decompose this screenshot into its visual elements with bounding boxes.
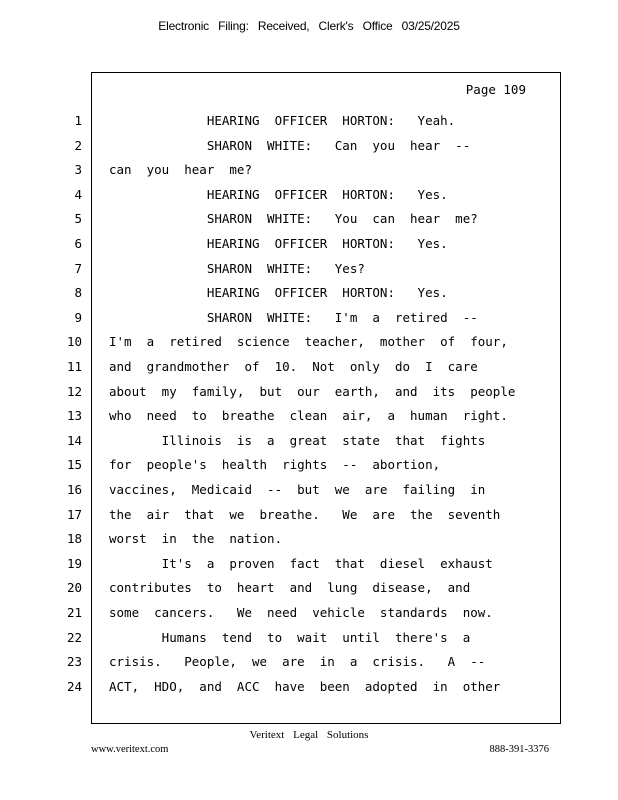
line-text: Illinois is a great state that fights [109, 432, 486, 448]
line-number: 22 [66, 629, 82, 645]
line-number: 1 [74, 113, 82, 128]
transcript-line [0, 113, 618, 137]
transcript-line [0, 679, 618, 703]
transcript-line [0, 236, 618, 260]
transcript-line [0, 433, 618, 457]
line-number: 6 [74, 236, 82, 251]
line-text: can you hear me? [109, 162, 252, 178]
transcript-line [0, 408, 618, 432]
line-number: 24 [66, 678, 82, 694]
transcript-line [0, 211, 618, 235]
footer-company: Veritext Legal Solutions [249, 729, 369, 741]
line-text: crisis. People, we are in a crisis. A -- [109, 654, 486, 670]
line-text: for people's health rights -- abortion, [109, 457, 441, 473]
line-number: 13 [66, 408, 82, 424]
line-number: 15 [66, 457, 82, 473]
transcript-line [0, 507, 618, 531]
line-text: HEARING OFFICER HORTON: Yes. [109, 186, 448, 202]
line-text: contributes to heart and lung disease, and [109, 580, 471, 596]
line-number: 17 [66, 506, 82, 522]
transcript-line [0, 334, 618, 358]
line-number: 3 [74, 162, 82, 178]
line-text: Humans tend to wait until there's a [109, 629, 471, 645]
line-number: 12 [66, 383, 82, 399]
transcript-line [0, 384, 618, 408]
line-number: 2 [74, 137, 82, 153]
line-text: vaccines, Medicaid -- but we are failing in [109, 482, 486, 497]
footer-phone: 888-391-3376 [489, 744, 549, 755]
transcript-line [0, 187, 618, 211]
line-number: 5 [74, 211, 82, 227]
transcript-line [0, 457, 618, 481]
line-text: some cancers. We need vehicle standards now. [109, 605, 493, 620]
transcript-line [0, 482, 618, 506]
transcript-line [0, 630, 618, 654]
line-text: the air that we breathe. We are the seventh [109, 506, 501, 522]
transcript-line [0, 285, 618, 309]
transcript-line [0, 162, 618, 186]
transcript-line [0, 556, 618, 580]
line-number: 20 [66, 580, 82, 596]
filing-stamp: Electronic Filing: Received, Clerk's Office 03/25/2025 [158, 19, 460, 33]
line-text: SHARON WHITE: I'm a retired -- [109, 309, 478, 325]
footer-website: www.veritext.com [91, 744, 169, 755]
line-number: 7 [74, 260, 82, 276]
line-text: and grandmother of 10. Not only do I care [109, 359, 478, 374]
line-number: 4 [74, 186, 82, 202]
line-text: HEARING OFFICER HORTON: Yeah. [109, 113, 456, 128]
line-number: 18 [66, 531, 82, 547]
line-text: SHARON WHITE: You can hear me? [109, 211, 478, 227]
line-number: 16 [66, 482, 82, 497]
line-number: 19 [66, 555, 82, 571]
transcript-line [0, 138, 618, 162]
line-number: 21 [66, 605, 82, 620]
line-text: I'm a retired science teacher, mother of four, [109, 334, 508, 350]
line-text: about my family, but our earth, and its people [109, 383, 516, 399]
line-number: 9 [74, 309, 82, 325]
page-number: Page 109 [465, 82, 526, 97]
line-text: It's a proven fact that diesel exhaust [109, 555, 493, 571]
line-text: HEARING OFFICER HORTON: Yes. [109, 236, 448, 251]
transcript-line [0, 359, 618, 383]
line-number: 8 [74, 285, 82, 301]
line-number: 14 [66, 432, 82, 448]
line-text: who need to breathe clean air, a human right. [109, 408, 508, 424]
line-text: HEARING OFFICER HORTON: Yes. [109, 285, 448, 301]
transcript-line [0, 654, 618, 678]
line-text: worst in the nation. [109, 531, 283, 547]
line-text: SHARON WHITE: Yes? [109, 260, 365, 276]
transcript-line [0, 580, 618, 604]
transcript-line [0, 310, 618, 334]
line-number: 23 [66, 654, 82, 670]
line-number: 11 [66, 359, 82, 374]
line-number: 10 [66, 334, 82, 350]
line-text: ACT, HDO, and ACC have been adopted in other [109, 678, 501, 694]
transcript-line [0, 605, 618, 629]
transcript-line [0, 261, 618, 285]
line-text: SHARON WHITE: Can you hear -- [109, 137, 471, 153]
transcript-line [0, 531, 618, 555]
